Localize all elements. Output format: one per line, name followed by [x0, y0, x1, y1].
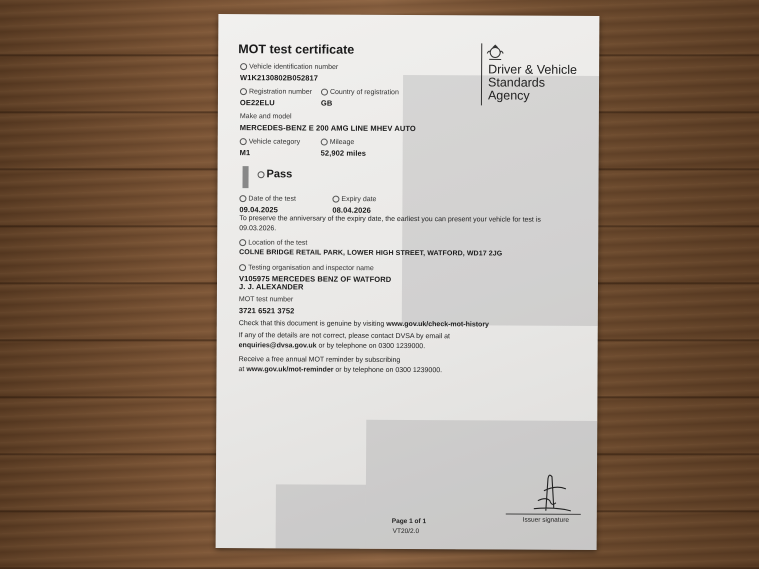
test-number-value: 3721 6521 3752 [238, 306, 295, 316]
shadow-region [276, 484, 366, 548]
document-title: MOT test certificate [238, 42, 355, 57]
expiry-date-label: Expiry date [332, 196, 376, 204]
info-icon [240, 138, 247, 145]
preserve-date: 09.03.2026. [239, 225, 277, 233]
organisation-label: Testing organisation and inspector name [239, 264, 374, 272]
page-number: Page 1 of 1 [391, 517, 427, 526]
country-label: Country of registration [321, 89, 399, 97]
calendar-icon [239, 195, 246, 202]
agency-name [488, 63, 577, 102]
registration-value: OE22ELU [239, 98, 275, 108]
test-date-label: Date of the test [239, 195, 296, 203]
inspector-value: J. J. ALEXANDER [238, 282, 304, 292]
gauge-icon [321, 139, 328, 146]
issuer-signature-mark [516, 471, 576, 516]
agency-line: Agency [487, 88, 530, 103]
preserve-text: To preserve the anniversary of the expiry date, the earliest you can present your vehicle for test is [239, 215, 541, 224]
reminder-contact: at www.gov.uk/mot-reminder or by telephone on 0300 1239000. [238, 366, 443, 375]
reminder-text: Receive a free annual MOT reminder by subscribing [238, 356, 401, 364]
vin-value: W1K2130802B052817 [240, 73, 319, 83]
test-date-value: 09.04.2025 [239, 205, 278, 215]
dvsa-email-link[interactable]: enquiries@dvsa.gov.uk [238, 342, 317, 350]
calendar-icon [332, 196, 339, 203]
check-mot-link[interactable]: www.gov.uk/check-mot-history [386, 320, 489, 329]
royal-crest-icon [484, 43, 506, 61]
vehicle-category-label: Vehicle category [240, 138, 300, 146]
mileage-label: Mileage [321, 139, 355, 147]
agency-line: Standards [488, 75, 546, 90]
globe-icon [321, 89, 328, 96]
test-number-label: MOT test number [238, 296, 294, 304]
signature-label: Issuer signature [522, 516, 570, 524]
expiry-date-value: 08.04.2026 [332, 205, 371, 215]
organisation-value: V105975 MERCEDES BENZ OF WATFORD [238, 274, 392, 284]
registration-label: Registration number [240, 88, 312, 96]
location-label: Location of the test [239, 239, 307, 247]
test-result: Pass [258, 168, 293, 180]
mot-certificate-paper [216, 14, 600, 550]
incorrect-contact: enquiries@dvsa.gov.uk or by telephone on 0300 1239000. [238, 342, 426, 351]
tick-icon [258, 171, 265, 178]
check-genuine-text: Check that this document is genuine by visiting www.gov.uk/check-mot-history [238, 320, 489, 329]
make-model-value: MERCEDES-BENZ E 200 AMG LINE MHEV AUTO [239, 123, 416, 134]
incorrect-details-text: If any of the details are not correct, please contact DVSA by email at [238, 332, 451, 341]
mot-reminder-link[interactable]: www.gov.uk/mot-reminder [246, 366, 334, 374]
location-value: COLNE BRIDGE RETAIL PARK, LOWER HIGH STREET, WATFORD, WD17 2JG [239, 249, 503, 258]
location-pin-icon [239, 239, 246, 246]
form-code: VT20/2.0 [392, 527, 420, 536]
logo-divider [481, 43, 482, 105]
car-icon [240, 88, 247, 95]
info-icon [240, 63, 247, 70]
result-marker [242, 166, 248, 188]
person-icon [239, 264, 246, 271]
country-value: GB [320, 98, 333, 108]
vin-label: Vehicle identification number [240, 63, 338, 71]
shadow-region [402, 75, 599, 326]
agency-line: Driver & Vehicle [488, 62, 578, 77]
make-model-label: Make and model [239, 113, 292, 121]
vehicle-category-value: M1 [239, 148, 251, 158]
mileage-value: 52,902 miles [320, 148, 367, 158]
